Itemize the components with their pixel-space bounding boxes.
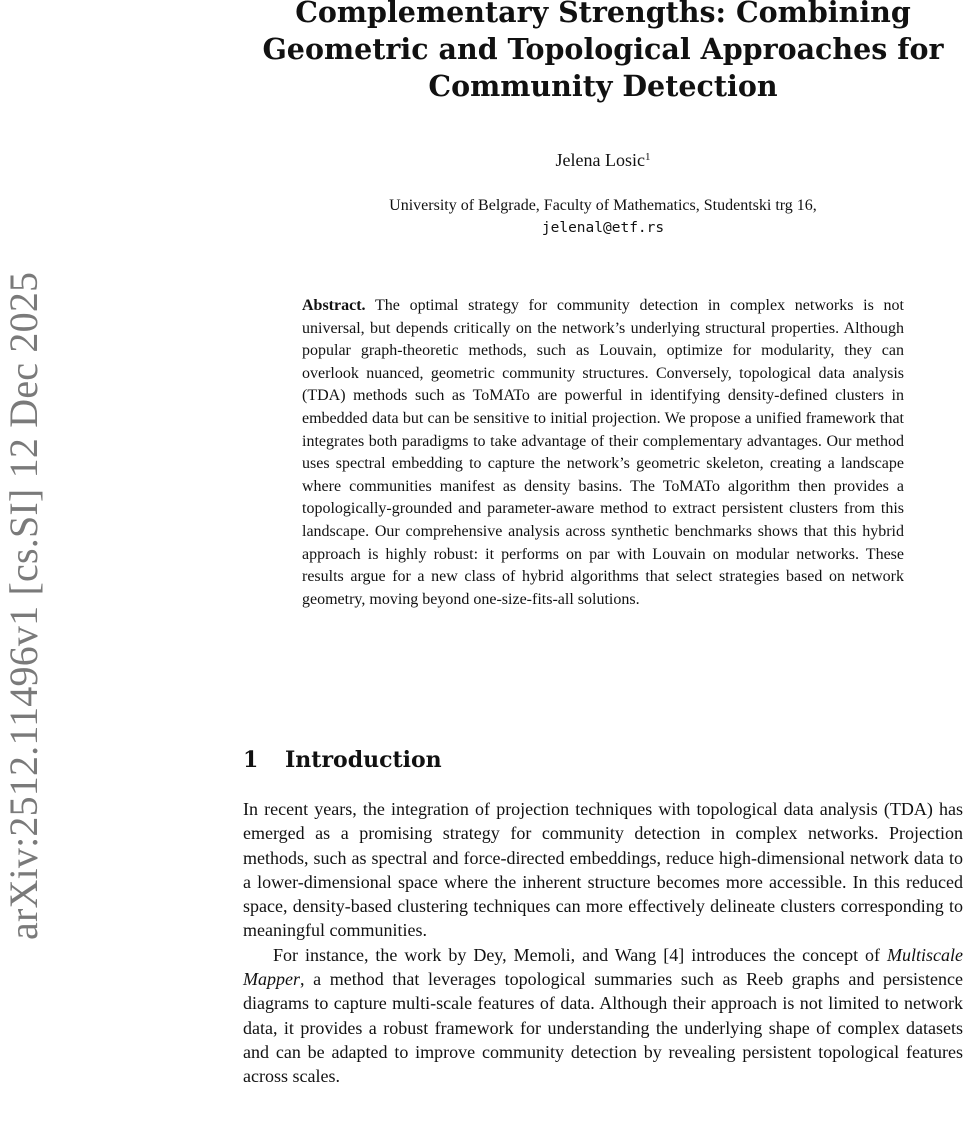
abstract-text: The optimal strategy for community detection in complex networks is not universal, but depends critically on the network’s underlying structural properties. Although popular graph-theoretic methods, such as Louvain, optimize for modularity, they can overlook nuanced, geometric community structures. Conversely, topological data analysis (TDA) methods such as ToMATo are powerful in identifying density-defined clusters in embedded data but can be sensitive to initial projection. We propose a unified framework that integrates both paradigms to take advantage of their complementary advantages. Our method uses spectral embedding to capture the network’s geometric skeleton, creating a landscape where communities manifest as density basins. The ToMATo algorithm then provides a topologically-grounded and parameter-aware method to extract persistent clusters from this landscape. Our comprehensive analysis across synthetic benchmarks shows that this hybrid approach is highly robust: it performs on par with Louvain on modular networks. These results argue for a new class of hybrid algorithms that select strategies based on network geometry, moving beyond one-size-fits-all solutions.: [302, 297, 904, 608]
abstract: [302, 295, 904, 611]
intro-paragraph-1: In recent years, the integration of projection techniques with topological data analysis (TDA) has emerged as a promising strategy for community detection in complex networks. Projection methods, such as spectral and force-directed embeddings, reduce high-dimensional network data to a lower-dimensional space where the inherent structure becomes more accessible. In this reduced space, density-based clustering techniques can more effectively delineate clusters corresponding to meaningful communities.: [243, 799, 963, 941]
abstract-label: Abstract.: [302, 297, 366, 314]
section-title: Introduction: [285, 747, 442, 773]
section-heading-introduction: [243, 744, 442, 776]
intro-paragraph-2: [243, 943, 963, 1089]
affiliation-line: University of Belgrade, Faculty of Mathematics, Studentski trg 16,: [389, 197, 817, 214]
intro-paragraph-2-end: , a method that leverages topological summaries such as Reeb graphs and persistence diagrams to capture multi-scale features of data. Although their approach is not limited to network data, it provides a robust framework for understanding the underlying shape of complex datasets and can be adapted to improve community detection by revealing persistent topological features across scales.: [243, 969, 963, 1087]
arxiv-identifier-stamp: arXiv:2512.11496v1 [cs.SI] 12 Dec 2025: [1, 271, 46, 940]
affiliation-block: [243, 195, 963, 239]
section-number: 1: [243, 747, 259, 773]
introduction-body: [243, 797, 963, 1089]
intro-paragraph-2-start: For instance, the work by Dey, Memoli, and Wang [4] introduces the concept of: [273, 944, 888, 965]
author-line: [243, 149, 963, 171]
author-affiliation-mark: 1: [644, 151, 651, 163]
author-email: jelenal@etf.rs: [541, 220, 665, 236]
multiscale-mapper-term: Multiscale Mapper: [243, 944, 963, 990]
paper-title: Complementary Strengths: Combining Geometric and Topological Approaches for Community Detection: [262, 0, 944, 103]
author-name: Jelena Losic: [555, 150, 645, 170]
